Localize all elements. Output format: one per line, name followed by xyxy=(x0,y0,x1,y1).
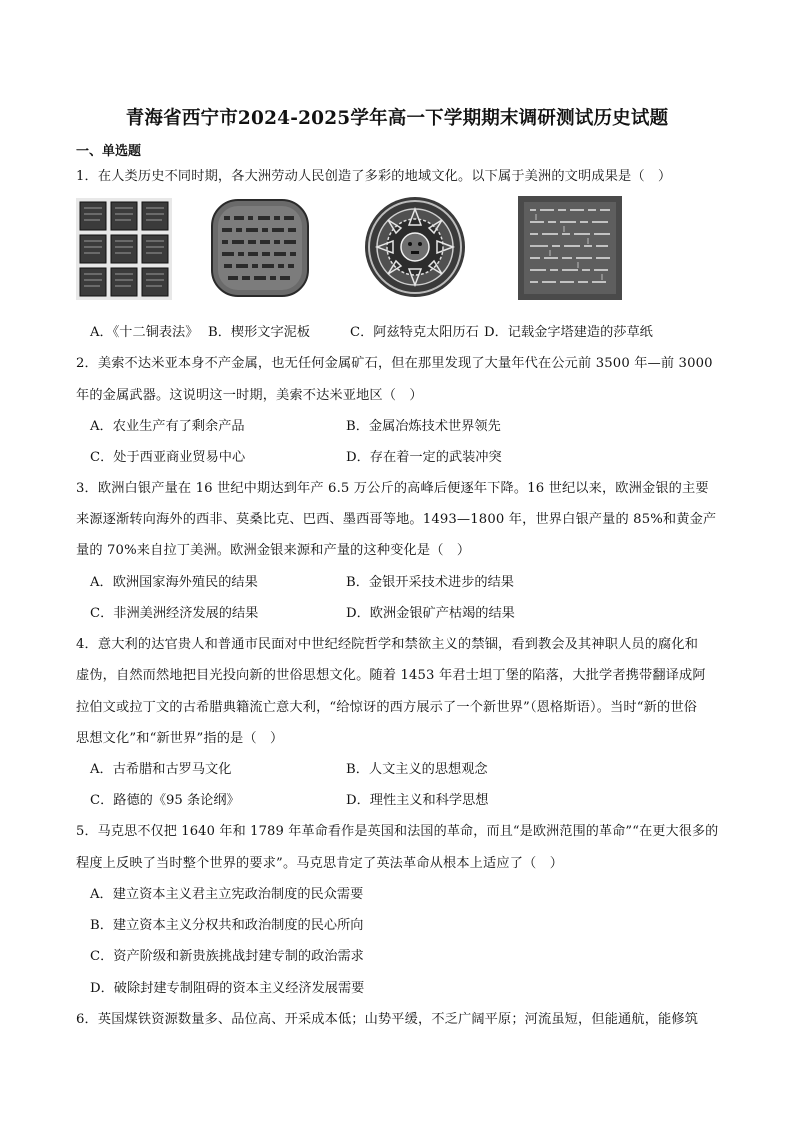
q2-stem-line-2: 年的金属武器。这说明这一时期，美索不达米亚地区（ ） xyxy=(76,388,423,403)
q4-option-b[interactable]: B．人文主义的思想观念 xyxy=(346,762,488,777)
q4-stem-line-1: 4．意大利的达官贵人和普通市民面对中世纪经院哲学和禁欲主义的禁锢，看到教会及其神职人员的腐化和 xyxy=(76,637,699,652)
q4-stem-line-2: 虚伪，自然而然地把目光投向新的世俗思想文化。随着 1453 年君士坦丁堡的陷落，大批学者携带翻译成阿 xyxy=(76,668,706,683)
section-heading: 一、单选题 xyxy=(76,144,142,159)
q6-stem-line-1: 6．英国煤铁资源数量多、品位高、开采成本低；山势平缓，不乏广阔平原；河流虽短，但能通航，能修筑 xyxy=(76,1012,699,1027)
q4-option-c[interactable]: C．路德的《95 条论纲》 xyxy=(90,793,240,808)
q3-stem-line-1: 3．欧洲白银产量在 16 世纪中期达到年产 6.5 万公斤的高峰后便逐年下降。16 世纪以来，欧洲金银的主要 xyxy=(76,481,709,496)
q2-option-a[interactable]: A．农业生产有了剩余产品 xyxy=(90,419,245,434)
q3-stem-line-3: 量的 70%来自拉丁美洲。欧洲金银来源和产量的这种变化是（ ） xyxy=(76,543,471,558)
q1-option-a[interactable]: A．《十二铜表法》 xyxy=(90,325,199,340)
q3-option-b[interactable]: B．金银开采技术进步的结果 xyxy=(346,575,514,590)
q5-stem-line-2: 程度上反映了当时整个世界的要求”。马克思肯定了英法革命从根本上适应了（ ） xyxy=(76,856,564,871)
q4-option-a[interactable]: A．古希腊和古罗马文化 xyxy=(90,762,232,777)
q5-stem-line-1: 5．马克思不仅把 1640 年和 1789 年革命看作是英国和法国的革命，而且“是欧洲范围的革命”“在更大很多的 xyxy=(76,824,719,839)
q3-option-d[interactable]: D．欧洲金银矿产枯竭的结果 xyxy=(346,606,515,621)
papyrus-image xyxy=(518,196,622,300)
q3-option-c[interactable]: C．非洲美洲经济发展的结果 xyxy=(90,606,259,621)
page-title: 青海省西宁市2024-2025学年高一下学期期末调研测试历史试题 xyxy=(125,108,669,129)
q2-stem-line-1: 2．美索不达米亚本身不产金属，也无任何金属矿石，但在那里发现了大量年代在公元前 3500 年—前 3000 xyxy=(76,356,713,371)
q1-stem-line-1: 1．在人类历史不同时期，各大洲劳动人民创造了多彩的地域文化。以下属于美洲的文明成果是（ ） xyxy=(76,169,672,184)
q5-option-d[interactable]: D．破除封建专制阻碍的资本主义经济发展需要 xyxy=(90,981,365,996)
q4-stem-line-3: 拉伯文或拉丁文的古希腊典籍流亡意大利，“给惊讶的西方展示了一个新世界”（恩格斯语）。当时“新的世俗 xyxy=(76,700,697,715)
q5-option-a[interactable]: A．建立资本主义君主立宪政治制度的民众需要 xyxy=(90,887,364,902)
q2-option-d[interactable]: D．存在着一定的武装冲突 xyxy=(346,450,502,465)
q1-option-d[interactable]: D．记载金字塔建造的莎草纸 xyxy=(484,325,653,340)
q5-option-c[interactable]: C．资产阶级和新贵族挑战封建专制的政治需求 xyxy=(90,949,364,964)
cuneiform-tablet-image xyxy=(208,196,312,300)
twelve-tables-image xyxy=(76,198,172,300)
q2-option-b[interactable]: B．金属冶炼技术世界领先 xyxy=(346,419,501,434)
q3-option-a[interactable]: A．欧洲国家海外殖民的结果 xyxy=(90,575,258,590)
aztec-sun-stone-image xyxy=(363,195,467,299)
q1-option-c[interactable]: C．阿兹特克太阳历石 xyxy=(350,325,479,340)
q3-stem-line-2: 来源逐渐转向海外的西非、莫桑比克、巴西、墨西哥等地。1493—1800 年，世界白银产量的 85%和黄金产 xyxy=(76,512,717,527)
q4-stem-line-4: 思想文化”和“新世界”指的是（ ） xyxy=(76,731,284,746)
q5-option-b[interactable]: B．建立资本主义分权共和政治制度的民心所向 xyxy=(90,918,364,933)
q1-image-row xyxy=(76,196,636,302)
q1-option-b[interactable]: B．楔形文字泥板 xyxy=(208,325,311,340)
q4-option-d[interactable]: D．理性主义和科学思想 xyxy=(346,793,489,808)
q2-option-c[interactable]: C．处于西亚商业贸易中心 xyxy=(90,450,246,465)
